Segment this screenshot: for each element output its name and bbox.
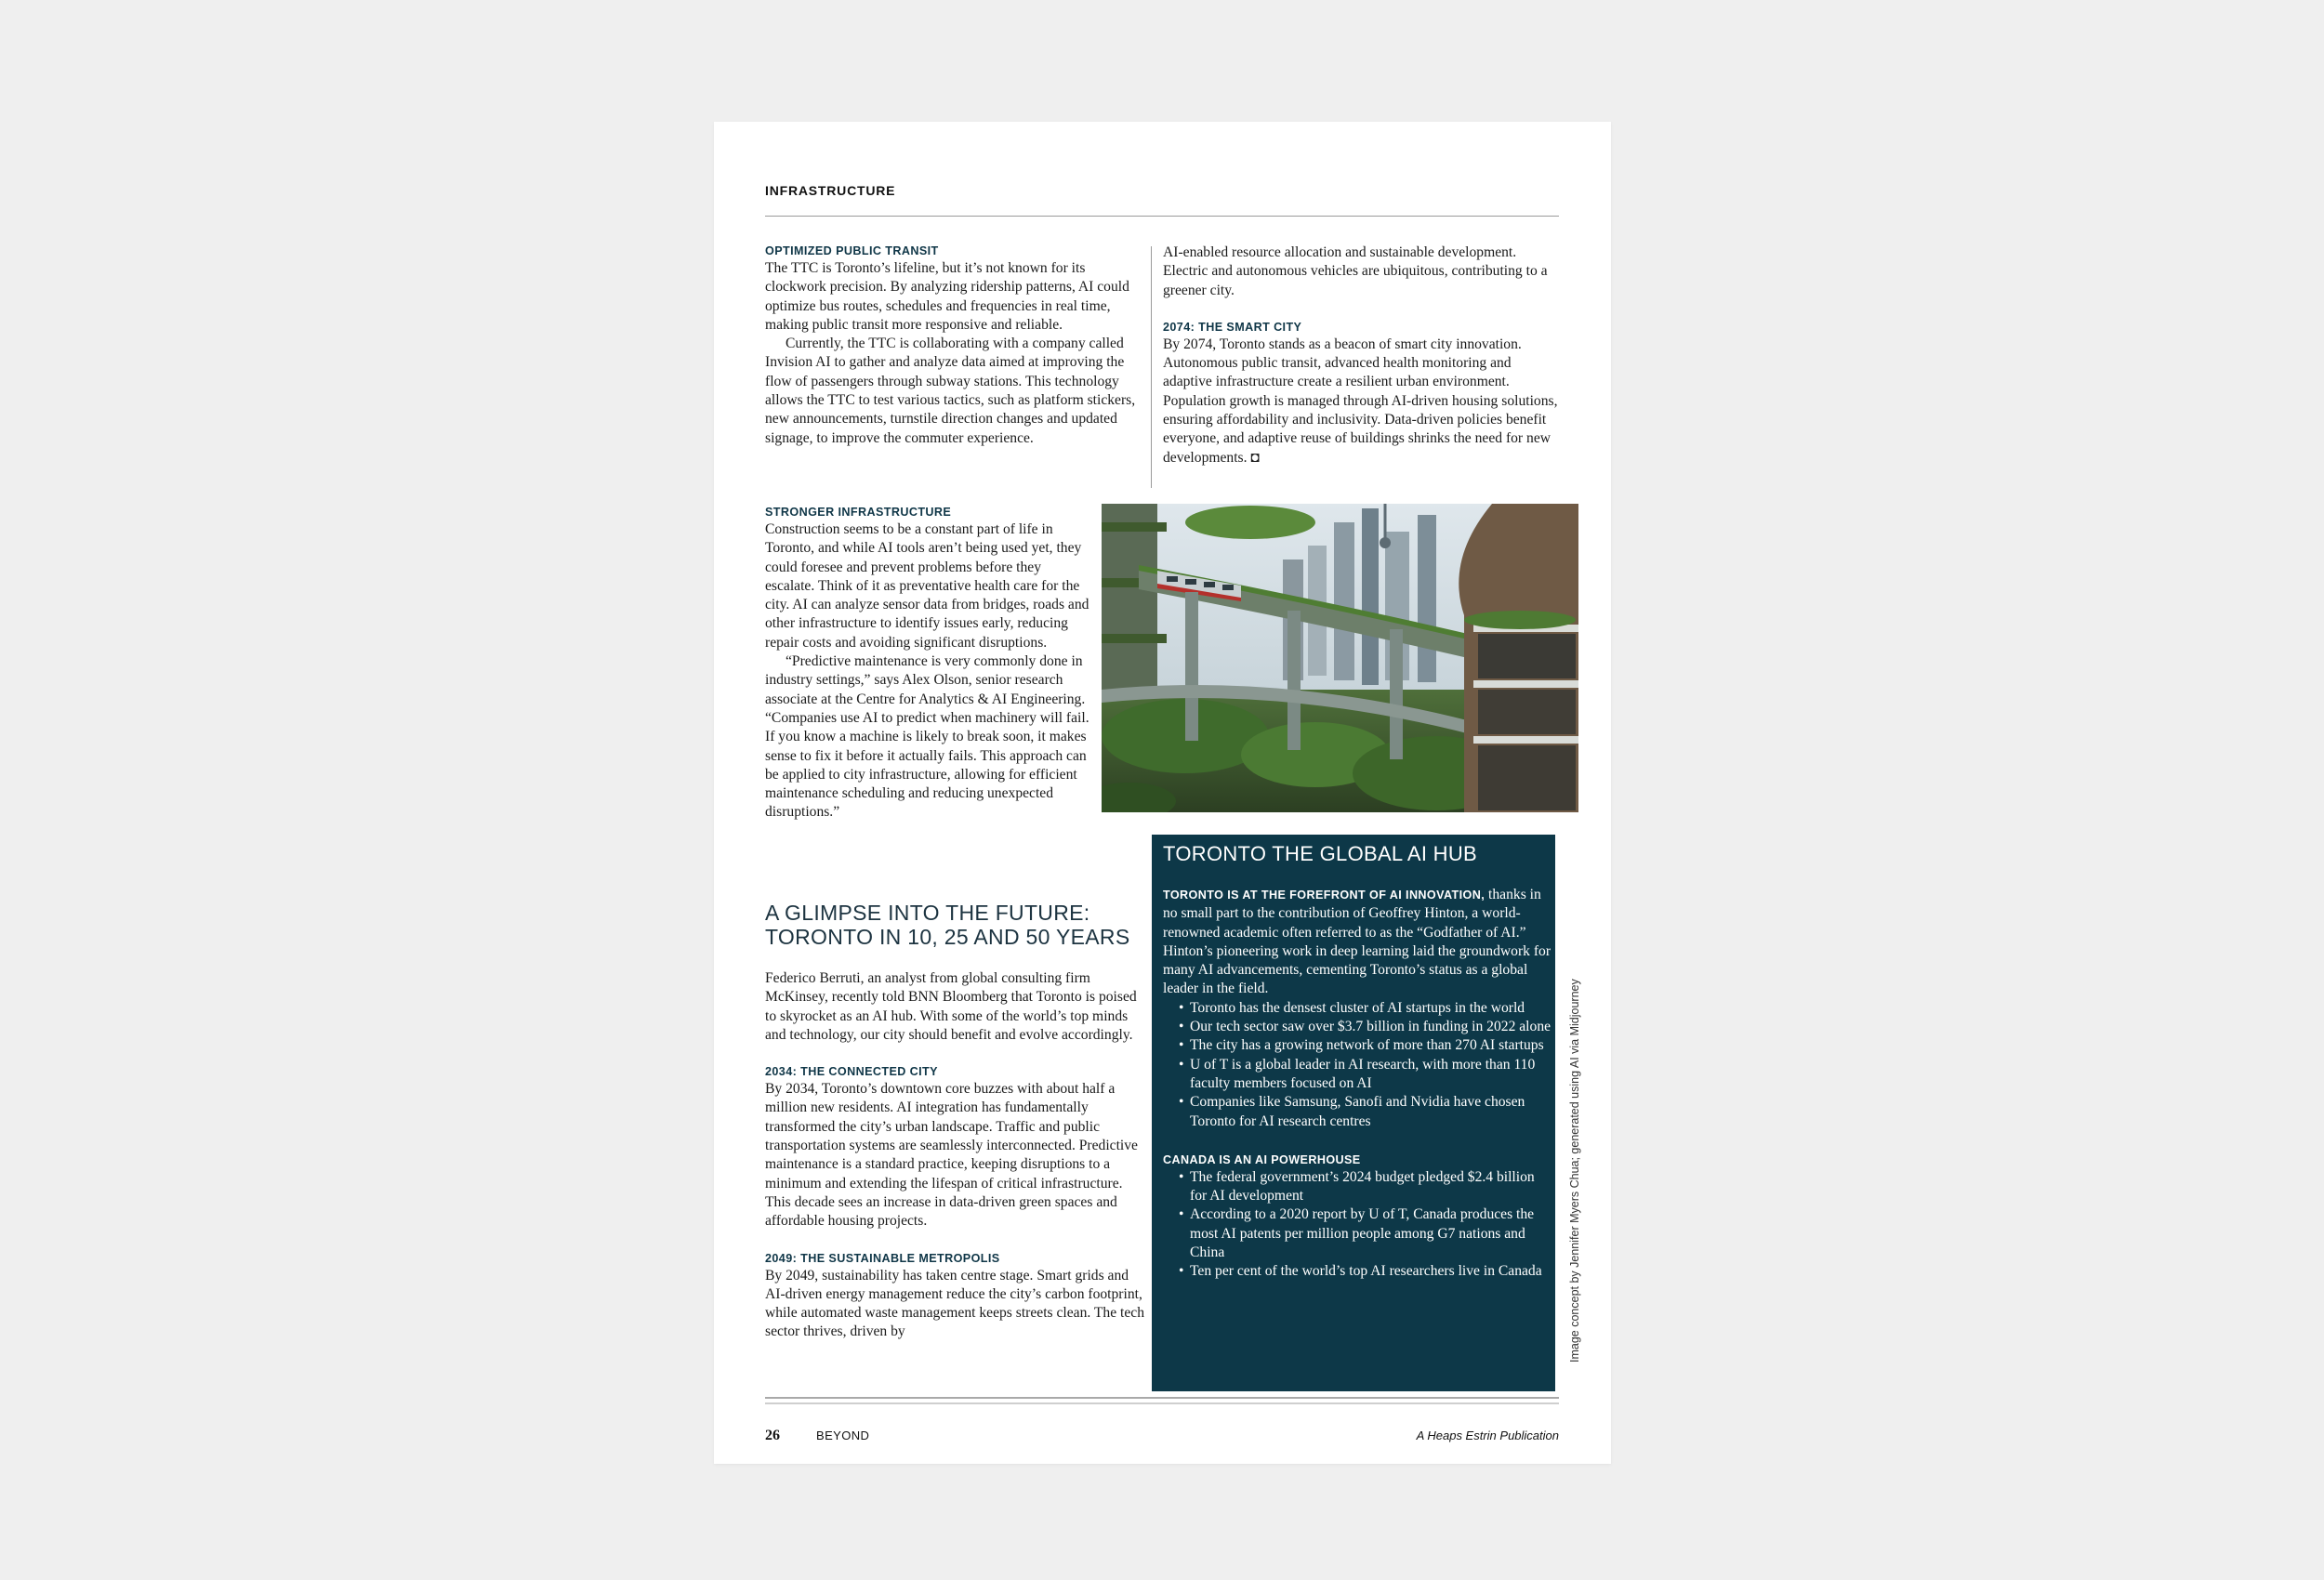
infrastructure-heading: STRONGER INFRASTRUCTURE [765, 506, 952, 519]
heading-2034: 2034: THE CONNECTED CITY [765, 1065, 938, 1079]
header-rule [765, 216, 1559, 217]
future-intro: Federico Berruti, an analyst from global consulting firm McKinsey, recently told BNN Bloomberg that Toronto is poised to skyrocket as an AI hub. With some of the world’s top minds and technology, our city should benefit and evolve accordingly. [765, 970, 1137, 1043]
page-number: 26 [765, 1428, 780, 1443]
footer-rule [765, 1397, 1559, 1399]
future-heading-line-1: A GLIMPSE INTO THE FUTURE: [765, 901, 1090, 925]
infrastructure-paragraph-2: “Predictive maintenance is very commonly done in industry settings,” says Alex Olson, senior research associate at the Centre for Analytics & AI Engineering. “Companies use AI to predict when machinery will fail. If you know a machine is likely to break soon, it makes sense to fix it before it actually fails. This approach can be applied to city infrastructure, allowing for efficient maintenance scheduling and reducing unexpected disruptions.” [765, 653, 1089, 821]
ai-hub-sidebar [1152, 835, 1555, 1391]
transit-heading: OPTIMIZED PUBLIC TRANSIT [765, 244, 939, 257]
end-mark-icon: ◘ [1250, 449, 1260, 466]
magazine-name: BEYOND [816, 1429, 870, 1442]
sustainable-continued: AI-enabled resource allocation and sustainable development. Electric and autonomous vehicles are ubiquitous, contributing to a greener city. [1163, 244, 1548, 298]
list-item: • Toronto has the densest cluster of AI startups in the world [1190, 999, 1552, 1018]
infrastructure-section [765, 504, 1090, 823]
sidebar-title: TORONTO THE GLOBAL AI HUB [1163, 842, 1477, 865]
transit-paragraph-1: The TTC is Toronto’s lifeline, but it’s not known for its clockwork precision. By analyzing ridership patterns, AI could optimize bus routes, schedules and frequencies in real time, making public transit more responsive and reliable. [765, 260, 1129, 333]
section-label: INFRASTRUCTURE [765, 183, 896, 198]
paragraph-2034: By 2034, Toronto’s downtown core buzzes with about half a million new residents. AI integration has fundamentally transformed the city’s urban landscape. Traffic and public transportation systems are seamlessly interconnected. Predictive maintenance is a standard practice, keeping disruptions to a minimum and extending the lifespan of critical infrastructure. This decade sees an increase in data-driven green spaces and affordable housing projects. [765, 1081, 1138, 1230]
sidebar-subheading: CANADA IS AN AI POWERHOUSE [1163, 1152, 1361, 1166]
paragraph-2074: By 2074, Toronto stands as a beacon of smart city innovation. Autonomous public transit, advanced health monitoring and adaptive infrastructure create a resilient urban environment. Population growth is managed through AI-driven housing solutions, ensuring affordability and inclusivity. Data-driven policies benefit everyone, and adaptive reuse of buildings shrinks the need for new developments. ◘ [1163, 336, 1558, 466]
sidebar-lead-text: thanks in no small part to the contribution of Geoffrey Hinton, a world-renowned academic often referred to as the “Godfather of AI.” Hinton’s pioneering work in deep learning laid the groundwork for many AI advancements, cementing Toronto’s status as a global leader in the field. [1163, 887, 1552, 997]
list-item: • Companies like Samsung, Sanofi and Nvidia have chosen Toronto for AI research centres [1190, 1093, 1552, 1131]
canada-facts-list [1163, 1168, 1552, 1282]
image-credit: Image concept by Jennifer Myers Chua; generated using AI via Midjourney [1568, 979, 1581, 1363]
list-item: • The city has a growing network of more than 270 AI startups [1190, 1036, 1552, 1055]
toronto-facts-list [1163, 999, 1552, 1131]
right-top-section [1163, 244, 1559, 467]
list-item: • Ten per cent of the world’s top AI researchers live in Canada [1190, 1262, 1552, 1281]
magazine-page [714, 122, 1611, 1464]
heading-2074: 2074: THE SMART CITY [1163, 320, 1302, 334]
footer-rule-secondary [765, 1402, 1559, 1404]
list-item: • Our tech sector saw over $3.7 billion in funding in 2022 alone [1190, 1018, 1552, 1036]
future-heading [765, 901, 1146, 949]
sidebar-intro [1163, 886, 1552, 999]
column-divider [1151, 246, 1152, 488]
infrastructure-paragraph-1: Construction seems to be a constant part of life in Toronto, and while AI tools aren’t being used yet, they could foresee and prevent problems before they escalate. Think of it as preventative health care for the city. AI can analyze sensor data from bridges, roads and other infrastructure to identify issues early, reducing repair costs and avoiding significant disruptions. [765, 521, 1089, 651]
future-section [765, 901, 1146, 1342]
list-item: • The federal government’s 2024 budget pledged $2.4 billion for AI development [1190, 1168, 1552, 1206]
transit-paragraph-2: Currently, the TTC is collaborating with a company called Invision AI to gather and analyze data aimed at improving the flow of passengers through subway stations. This technology allows the TTC to test various tactics, such as platform stickers, new announcements, turnstile direction changes and updated signage, to improve the commuter experience. [765, 336, 1136, 446]
list-item: • According to a 2020 report by U of T, Canada produces the most AI patents per million people among G7 nations and China [1190, 1205, 1552, 1262]
transit-section [765, 243, 1144, 448]
future-heading-line-2: TORONTO IN 10, 25 AND 50 YEARS [765, 925, 1130, 949]
list-item: • U of T is a global leader in AI research, with more than 110 faculty members focused on AI [1190, 1056, 1552, 1094]
sidebar-lead: TORONTO IS AT THE FOREFRONT OF AI INNOVATION, [1163, 889, 1486, 902]
heading-2049: 2049: THE SUSTAINABLE METROPOLIS [765, 1251, 1000, 1265]
futuristic-city-image [1102, 504, 1578, 812]
sidebar-body [1163, 886, 1552, 1282]
paragraph-2049: By 2049, sustainability has taken centre stage. Smart grids and AI-driven energy management reduce the city’s carbon footprint, while automated waste management keeps streets clean. The tech sector thrives, driven by [765, 1267, 1145, 1340]
publisher-credit: A Heaps Estrin Publication [1416, 1429, 1559, 1442]
